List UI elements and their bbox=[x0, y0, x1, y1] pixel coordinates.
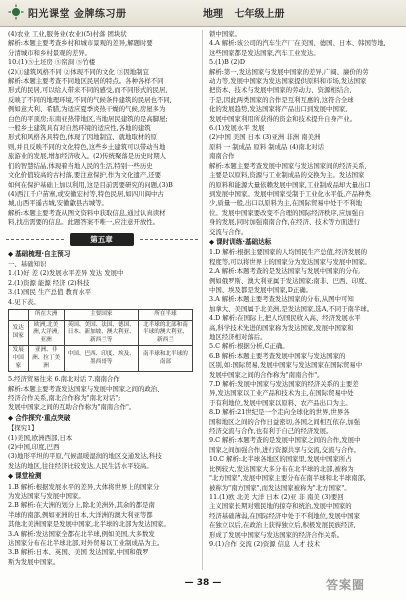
text-line: 发展中国家之间的合作称为"南南合作"。 bbox=[209, 370, 324, 379]
watermark-logo bbox=[326, 576, 365, 593]
text-line: 经济交流与合作,也有利于自己的经济发展。 bbox=[209, 427, 333, 436]
text-line: 8.D 解析:21世纪是一个走向全球化的世界,世界各 bbox=[209, 408, 350, 417]
table-cell: 南半球和北半球的南部 bbox=[138, 346, 192, 372]
text-line: 解析:本题主要考查不同地区民居的特点。各种各样不同 bbox=[8, 77, 164, 86]
text-line: 到发展中国家。发展中国家受制于工业化水平低,产品种类 bbox=[209, 189, 371, 198]
text-line: (4)西江千户苗寨,或安徽宏村等,特色民居,如四川阆中古 bbox=[8, 189, 164, 198]
text-line: (2)中国 美国 日本 (3)亚洲 非洲 南美洲 bbox=[209, 133, 321, 142]
text-line: 经济基础薄弱,在国际经济中处于不利地位,发展中国家 bbox=[209, 511, 361, 520]
text-line: 原料 一 制成品 原料 制成品 (4)南北对话 bbox=[209, 142, 325, 151]
text-line: 异,发达国家以工业产品和技术为主,在国际贸易中处 bbox=[209, 389, 354, 398]
text-line: 10.C 解析:北半球各地区的国家里,发展中国家所占 bbox=[209, 455, 352, 464]
text-line: 发展中国家利用所获得的资金和技术提升自身产业。 bbox=[209, 114, 356, 123]
text-line: 主要是以原料,资源与工业制成品的交换为主。发达国家 bbox=[209, 171, 365, 180]
table-cell: 欧洲,北美洲,大洋洲,亚洲 bbox=[28, 320, 64, 346]
table-cell: 发达国家 bbox=[9, 320, 29, 346]
text-line: 一般乡土建筑具有对自然环境的适应性,各地的建筑 bbox=[8, 124, 151, 133]
section-heading-classcheck: ◆ 课堂检测 bbox=[8, 472, 42, 481]
text-line: 3.A 解析:本题主要考查发达国家的分布,从图中可知 bbox=[209, 295, 354, 304]
section-heading-practice: ◆ 课时训练·基础达标 bbox=[209, 237, 272, 246]
table-cell: 亚洲、非洲、拉丁美洲 bbox=[28, 346, 64, 372]
table-cell: 中国、巴西、印度、埃及、墨西哥等 bbox=[64, 346, 138, 372]
text-line: 区别,如:国际贸易,发展中国家与发达国家在国际贸易中 bbox=[209, 361, 363, 370]
text-line: 的原料和能源大量依赖发展中国家,工业制成品却大量出口 bbox=[209, 180, 371, 189]
text-line: 解析:第一,发达国家与发展中国家的差异,广阔、廉价的劳 bbox=[209, 67, 369, 76]
text-line: 则,并且反映不同的文化特色,这些乡土建筑可以带动当地 bbox=[8, 142, 166, 151]
subsection-title: 【探究1】 bbox=[8, 424, 38, 433]
text-line: 7.D 解析:发展中国家与发达国家的经济关系的主要差 bbox=[209, 380, 359, 389]
text-line: 例如意大利、希腊,为适应夏季炎热干燥的气候,房屋多为 bbox=[8, 105, 166, 114]
right-column bbox=[209, 30, 396, 549]
text-line: 形式的民居,可以给人带来不同的感受,而不同形式的民居, bbox=[8, 86, 168, 95]
text-line: 少,质量一般,出口以原料为主,在国际贸易中处于不利地 bbox=[209, 199, 363, 208]
text-line: 11.(1)欧 北美 大洋 日本 (2)亚 非 南美 (3)要回 bbox=[209, 492, 344, 501]
text-line: 主义国家长期对殖民地的掠夺和统治,发展中国家的 bbox=[209, 502, 352, 511]
text-line: 为发达国家与发展中国家。 bbox=[8, 492, 85, 500]
section-title: 合作探究·重点突破 bbox=[15, 413, 71, 422]
text-line: 例如俄罗斯、澳大利亚属于发达国家;南非、巴西、印度、 bbox=[209, 276, 371, 285]
text-line: 这些国家都是发达国家,汽车工业发达。 bbox=[209, 48, 320, 57]
text-line: 于是,因此两类国家的合作是互利互惠的,这符合全球 bbox=[209, 95, 354, 104]
text-line: 国和地区之间的合作日益密切,各国之间相互依存,加强 bbox=[209, 417, 361, 426]
text-line: 2.A 解析:本题考查的是发达国家与发展中国家的分布, bbox=[209, 267, 361, 276]
table-cell: 发展中国家 bbox=[9, 346, 29, 372]
subject-label: 地理 bbox=[203, 9, 223, 20]
text-line: 形式和风格各具特色,体现了因地制宜、就地取材的原 bbox=[8, 133, 158, 142]
chapter-banner: 第五章 bbox=[70, 233, 134, 246]
cooperation-answers bbox=[8, 375, 195, 413]
page-number: — 38 — bbox=[184, 578, 222, 588]
watermark-text: 答案圈 bbox=[326, 578, 366, 592]
text-line: 交流与合作。 bbox=[209, 227, 248, 236]
text-line: 4.见下表。 bbox=[8, 297, 40, 306]
text-line: 6.B 解析:本题主要考查发展中国家与发达国家的 bbox=[209, 351, 346, 360]
left-answer-block bbox=[8, 30, 195, 228]
text-line: 高,科学技术先进的国家称为发达国家,发展中国家和 bbox=[209, 323, 354, 332]
column-divider bbox=[202, 30, 203, 570]
text-line: 地区经济相对落后。 bbox=[209, 333, 267, 341]
table-row bbox=[9, 346, 193, 372]
country-comparison-table bbox=[8, 309, 193, 372]
text-line: 文化价值较高的古村落,要注意保护,作为文化遗产,还要 bbox=[8, 171, 162, 180]
practice-answers bbox=[209, 248, 396, 549]
text-line: (4)农业 工业,服务业(农业)(5)村落 团块状 bbox=[8, 30, 127, 38]
text-line: 9.C 解析:本题考查的是发展中国家之间的合作,发展中 bbox=[209, 436, 361, 445]
text-line: 4.A 解析:该公司的汽车生产厂在美国、德国、日本、韩国等地, bbox=[209, 39, 386, 48]
text-line: 1.B 解析:根据发展水平的差异,大体将世界上的国家分 bbox=[8, 482, 160, 491]
text-line: 中国、埃及都是发展中国家,D正确。 bbox=[209, 285, 313, 294]
page-header bbox=[0, 0, 406, 27]
section-title: 课时训练·基础达标 bbox=[216, 237, 272, 246]
text-line: 程度等,可以将世界上的国家分为发达国家与发展中国家。 bbox=[209, 257, 371, 266]
basics-answers bbox=[8, 269, 195, 307]
subsection-title: 一、基础知识 bbox=[8, 259, 47, 268]
table-cell: 北半球的北部和南半球的澳大利亚、新西兰 bbox=[138, 320, 192, 346]
text-line: 位。发展中国家要改变不合理的国际经济秩序,应加强自 bbox=[209, 208, 365, 217]
sun-logo-icon bbox=[8, 4, 24, 20]
text-line: 加拿大、美国属于北美洲,是发达国家,选A,不同于南半球。 bbox=[209, 304, 374, 313]
text-line: 解析:本题主要考查从图文资料中获取信息,通过认真读材 bbox=[8, 208, 166, 217]
text-line: 国家之间加强合作,进行资源共享与交流,交流与合作。 bbox=[209, 445, 361, 454]
table-header-cell: 主要国家 bbox=[64, 309, 138, 320]
text-line: 如何在保护基础上加以利用,这是目前需要研究的问题,(3)B bbox=[8, 180, 173, 189]
text-line: 4.D 解析:在国际上,把人均国民收入高、经济发展水平 bbox=[209, 314, 361, 323]
text-line: 1.D 解析:根据主要国家的人均国民生产总值,经济发展的 bbox=[209, 248, 368, 257]
text-line: 3.A 解析:发达国家全都在北半球,例如美国,大多数发 bbox=[8, 529, 155, 538]
text-line: 发展中国家之间的互助合作称为"南南合作"。 bbox=[8, 403, 136, 412]
brand-title: 阳光课堂 金牌练习册 bbox=[28, 9, 127, 20]
left-column bbox=[8, 30, 195, 567]
text-line: 5.经济贸易往来 6.南北对话 7.南南合作 bbox=[8, 375, 120, 384]
text-line: 南南合作 bbox=[209, 152, 235, 161]
text-line: 反映了不同的地理环境,不同的气候条件建筑的民居也不同, bbox=[8, 95, 172, 104]
text-line: (1)美国,欧洲西部,日本 bbox=[8, 433, 73, 442]
text-line: 半球的南部,例如亚洲的日本,大洋洲的澳大利亚等都 bbox=[8, 510, 153, 519]
text-line: 锁中国家。 bbox=[209, 30, 241, 38]
text-line: 9.(1)合作 交流 (2)资源 信息 人才 技术 bbox=[209, 539, 321, 548]
table-row bbox=[9, 320, 193, 346]
text-line: 解析:本题主要考查发达国家与发展中国家之间的政治、 bbox=[8, 384, 164, 393]
text-line: 5.(1)B (2)D bbox=[209, 58, 246, 67]
text-line: 比例较大,发达国家大多分布在北半球的北部,被称为 bbox=[209, 464, 354, 473]
text-line: 化的发展趋势,发达国家将产品出口到发展中国家, bbox=[209, 105, 348, 114]
text-line: (3)地形平坦的平原,气候温暖湿润的地区交通发达,科技 bbox=[8, 452, 162, 461]
text-line: 斯为发展中国家。 bbox=[8, 557, 60, 566]
text-line: 5.C 解析:根据分析,C正确。 bbox=[209, 342, 289, 351]
header-meta bbox=[203, 5, 292, 20]
right-explanation-block bbox=[209, 162, 396, 237]
text-line: 旅游业的发展,增加经济收入。(2)传统聚落是历史时期人 bbox=[8, 152, 167, 161]
text-line: 分清城市和乡村景观的差异。 bbox=[8, 48, 92, 57]
text-line: 白色的平顶房;东南亚热带地区,当地居民建筑的是高脚屋; bbox=[8, 114, 168, 123]
table-header-cell: 所在半球 bbox=[138, 309, 192, 320]
grade-label: 七年级上册 bbox=[234, 9, 285, 20]
table-header-cell: 所在大洲 bbox=[28, 309, 64, 320]
text-line: "北方国家",发展中国家主要分布在南半球和北半球南部, bbox=[209, 474, 366, 483]
text-line: 在独立以后,在政治上获得独立后,积极发展民族经济, bbox=[209, 521, 356, 530]
text-line: 2.(1)资源 能源 经济 (2)科技 bbox=[8, 278, 90, 287]
text-line: 其他北美洲国家是发展中国家,北半球的北部为发达国家。 bbox=[8, 520, 170, 529]
classcheck-answers bbox=[8, 483, 195, 568]
explore-answers bbox=[8, 434, 195, 472]
table-header-cell bbox=[9, 309, 29, 320]
table-header-row bbox=[9, 309, 193, 320]
text-line: 发达的地区,往往经济比较发达,人民生活水平较高。 bbox=[8, 461, 153, 470]
text-line: (2)中国,印度,巴西 bbox=[8, 442, 60, 451]
text-line: 10.(1)⑤土坯房 ⑤窑洞 ⑤竹楼 bbox=[8, 58, 96, 67]
text-line: 1.(1)好 差 (2)发展水平差异 发达 发展中 bbox=[8, 269, 124, 278]
text-line: 6.(1)发展水平 发展 bbox=[209, 124, 265, 133]
text-line: (2)①建筑风格不同 ②体现不同的文化 ③因地制宜 bbox=[8, 67, 149, 76]
text-line: 2.B 解析:在大洲的划分上,除北美洲外,其余的都是南 bbox=[8, 501, 155, 510]
text-line: 3.(1)国民 生产总值 教育水平 bbox=[8, 288, 92, 297]
text-line: 被称为"南方国家",而发达国家被称为"北方国家"。 bbox=[209, 483, 351, 492]
text-line: 3.B 解析:日本、英国、美国 发达国家,中国和俄罗 bbox=[8, 548, 149, 557]
text-line: 城,山西平遥古城,安徽歙县古城等。 bbox=[8, 199, 108, 208]
text-line: 达国家分布在北半球北部,对外贸易以工业制成品为主。 bbox=[8, 539, 164, 548]
text-line: 身的发展,同时加强南南合作,在经济、技术等方面进行 bbox=[209, 218, 361, 227]
text-line: 们的智慧结晶,体现着当地人民的生活,特别一些历史 bbox=[8, 161, 153, 170]
text-line: 解析:本题主要考查乡村和城市景观的差异,解题时要 bbox=[8, 39, 153, 48]
right-answer-block bbox=[209, 30, 396, 162]
section-heading-basics: ◆ 基础梳理·自主预习 bbox=[8, 249, 71, 258]
text-line: 料,找出需要的信息。此题答案不唯一,应注意开放性。 bbox=[8, 218, 160, 227]
section-heading-explore: ◆ 合作探究·重点突破 bbox=[8, 413, 71, 422]
text-line: 把资本、技术与发展中国家的劳动力、资源相结合, bbox=[209, 86, 352, 95]
text-line: 动力等,发展中国家为发达国家提供原料和市场,发达国家 bbox=[209, 77, 367, 86]
text-line: 经济合作关系,南北合作称为"南北对话"; bbox=[8, 393, 121, 402]
text-line: 形成了发展中国家与发达国家的经济合作关系。 bbox=[209, 530, 344, 539]
table-cell: 英国、美国、法国、德国、日本、新加坡、澳大利亚、新西兰等 bbox=[64, 320, 138, 346]
text-line: 于有利地位,发展中国家以原料、农产品出口为主。 bbox=[209, 398, 352, 407]
section-title: 基础梳理·自主预习 bbox=[15, 249, 71, 258]
text-line: 解析:本题主要考查发展中国家与发达国家间的经济关系, bbox=[209, 161, 367, 170]
section-title: 课堂检测 bbox=[15, 472, 42, 481]
